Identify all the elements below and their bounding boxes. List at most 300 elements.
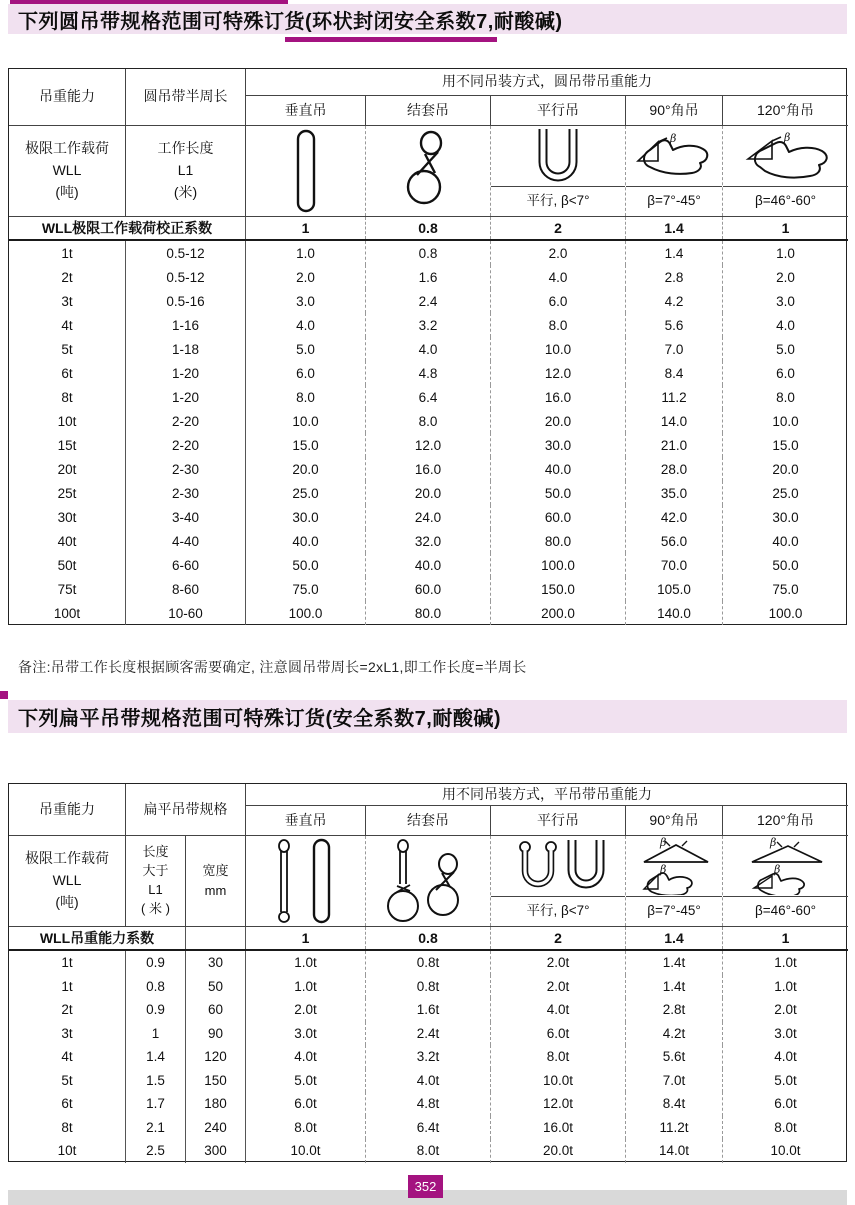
flat-sling-table <box>8 783 847 1162</box>
table-cell: 3.0t <box>774 1025 797 1041</box>
table-cell: 8.0 <box>491 313 626 337</box>
table-cell: 75.0 <box>772 581 799 597</box>
angle-90-iconbox <box>626 126 722 186</box>
table-cell: 10.0 <box>491 337 626 361</box>
table-cell: 50.0 <box>772 557 799 573</box>
table-row <box>9 433 848 457</box>
wll-line: WLL <box>52 162 82 179</box>
table-cell: 60.0 <box>366 577 491 601</box>
factor-value: 0.8 <box>366 927 491 949</box>
table-cell: 20.0 <box>772 461 799 477</box>
table-cell: 3.0 <box>246 289 366 313</box>
length-subheader <box>126 836 186 926</box>
table-cell: 2.0t <box>246 998 366 1022</box>
table-cell: 35.0 <box>626 481 723 505</box>
beta-label-parallel: 平行, β<7° <box>491 896 625 926</box>
table-cell: 20.0 <box>491 409 626 433</box>
table-cell: 2t <box>9 265 126 289</box>
method-header-120deg: 120°角吊 <box>723 806 848 836</box>
table-cell: 5.0t <box>246 1069 366 1093</box>
table-cell: 140.0 <box>626 601 723 625</box>
table-cell: 1.4t <box>626 951 723 975</box>
table-cell: 4.0t <box>366 1069 491 1093</box>
table-cell: 3-40 <box>126 505 246 529</box>
table-cell: 1.4 <box>626 241 723 265</box>
table-cell: 12.0 <box>366 433 491 457</box>
table-cell: 4.2 <box>626 289 723 313</box>
table-row <box>9 577 848 601</box>
table-cell: 50.0 <box>246 553 366 577</box>
table-row <box>9 409 848 433</box>
spec-header: 扁平吊带规格 <box>126 784 246 836</box>
table-cell: 0.8t <box>366 951 491 975</box>
table-cell: 2.0 <box>246 265 366 289</box>
table-cell: 2.5 <box>126 1139 186 1163</box>
length-line: 长度 <box>142 844 169 860</box>
table-cell: 1 <box>126 1022 186 1046</box>
top-rule-segment <box>285 37 497 42</box>
vertical-hitch-icon <box>289 129 323 213</box>
table-cell: 14.0t <box>626 1139 723 1163</box>
table-cell: 0.5-12 <box>126 265 246 289</box>
table-cell: 5t <box>9 337 126 361</box>
table-cell: 4.8t <box>366 1092 491 1116</box>
section-title-flat: 下列扁平吊带规格范围可特殊订货(安全系数7,耐酸碱) <box>18 708 501 730</box>
table-cell: 10.0t <box>491 1069 626 1093</box>
table-cell: 2t <box>9 998 126 1022</box>
table-cell: 2.4 <box>366 289 491 313</box>
table-cell: 4-40 <box>126 529 246 553</box>
table-row <box>9 313 848 337</box>
svg-text:β: β <box>660 837 667 849</box>
choke-hitch-icon <box>405 129 451 213</box>
method-header-90deg: 90°角吊 <box>626 96 723 126</box>
method-header-choke: 结套吊 <box>366 96 491 126</box>
table-cell: 40.0 <box>246 529 366 553</box>
table-row <box>9 1092 848 1116</box>
table-cell: 12.0t <box>491 1092 626 1116</box>
factor-value: 0.8 <box>366 217 491 239</box>
table-cell: 6.0 <box>776 365 795 381</box>
flat-vertical-hitch-cell <box>246 836 366 926</box>
table-cell: 6t <box>9 361 126 385</box>
table-cell: 25t <box>9 481 126 505</box>
table-cell: 11.2t <box>626 1116 723 1140</box>
angle-90-cell <box>626 126 723 216</box>
table-cell: 4.2t <box>626 1022 723 1046</box>
factor-value: 1 <box>781 930 790 946</box>
table-cell: 6.0 <box>246 361 366 385</box>
flat-angle-90-iconbox <box>626 836 722 896</box>
table-cell: 1.6t <box>366 998 491 1022</box>
flat-angle-120-hitch-icon <box>742 837 830 895</box>
table-cell: 8.4 <box>626 361 723 385</box>
table-cell: 56.0 <box>626 529 723 553</box>
table-cell: 50t <box>9 553 126 577</box>
table-cell: 15.0 <box>246 433 366 457</box>
method-header-choke: 结套吊 <box>366 806 491 836</box>
factor-value: 1 <box>246 217 366 239</box>
table-cell: 2.0 <box>491 241 626 265</box>
table-cell: 8-60 <box>126 577 246 601</box>
table-cell: 8.0t <box>246 1116 366 1140</box>
table-cell: 0.8 <box>126 975 186 999</box>
angle-120-cell <box>723 126 848 216</box>
table-cell: 2.4t <box>366 1022 491 1046</box>
table-cell: 8.0t <box>366 1139 491 1163</box>
table-cell: 6.0t <box>491 1022 626 1046</box>
table-cell: 1.0t <box>246 975 366 999</box>
table-cell: 25.0 <box>246 481 366 505</box>
table-cell: 0.9 <box>126 998 186 1022</box>
svg-text:β: β <box>769 837 776 849</box>
angle-120-iconbox <box>723 126 848 186</box>
table-row <box>9 1045 848 1069</box>
table-row <box>9 241 848 265</box>
table-cell: 4t <box>9 313 126 337</box>
flat-basket-hitch-icon <box>506 838 610 894</box>
table-cell: 25.0 <box>772 485 799 501</box>
table-cell: 3.0t <box>246 1022 366 1046</box>
table-cell: 4.8 <box>366 361 491 385</box>
table-cell: 15.0 <box>772 437 799 453</box>
table-cell: 40.0 <box>772 533 799 549</box>
wll-line: WLL <box>52 872 82 889</box>
table-cell: 21.0 <box>626 433 723 457</box>
table-cell: 6.4t <box>366 1116 491 1140</box>
length-line: L1 <box>148 882 163 897</box>
table-cell: 100.0 <box>768 605 803 621</box>
table-row <box>9 385 848 409</box>
table-cell: 42.0 <box>626 505 723 529</box>
table-row <box>9 1116 848 1140</box>
choke-hitch-cell <box>366 126 491 216</box>
table-cell: 150 <box>186 1069 246 1093</box>
table-cell: 5.0 <box>776 341 795 357</box>
table-row <box>9 361 848 385</box>
basket-hitch-icon <box>526 127 590 185</box>
table-cell: 75t <box>9 577 126 601</box>
table-cell: 4t <box>9 1045 126 1069</box>
table-cell: 3t <box>9 289 126 313</box>
table-cell: 90 <box>186 1022 246 1046</box>
table-cell: 3.2 <box>366 313 491 337</box>
table-cell: 300 <box>186 1139 246 1163</box>
table-row <box>9 975 848 999</box>
table-cell: 2-30 <box>126 457 246 481</box>
table-cell: 2.0 <box>776 269 795 285</box>
capacity-header: 吊重能力 <box>9 69 126 126</box>
table-cell: 50 <box>186 975 246 999</box>
table-cell: 6.0 <box>491 289 626 313</box>
method-header-120deg: 120°角吊 <box>723 96 848 126</box>
table-row <box>9 1069 848 1093</box>
table-cell: 4.0t <box>246 1045 366 1069</box>
section-header-round-slings <box>8 4 847 34</box>
table-row <box>9 265 848 289</box>
table-cell: 1.0 <box>776 245 795 261</box>
table-cell: 4.0 <box>491 265 626 289</box>
table-cell: 100.0 <box>491 553 626 577</box>
round-sling-table-body <box>9 241 848 625</box>
basket-hitch-cell <box>491 126 626 216</box>
table-row <box>9 553 848 577</box>
table-cell: 1t <box>9 975 126 999</box>
table-cell: 30.0 <box>772 509 799 525</box>
table-cell: 5.6t <box>626 1045 723 1069</box>
svg-text:β: β <box>660 863 667 876</box>
table-cell: 30t <box>9 505 126 529</box>
table-cell: 40.0 <box>366 553 491 577</box>
method-header-basket: 平行吊 <box>491 96 626 126</box>
table-cell: 40t <box>9 529 126 553</box>
factor-value: 1 <box>246 927 366 949</box>
table-cell: 1-16 <box>126 313 246 337</box>
length-line: L1 <box>177 162 194 179</box>
wll-line: 极限工作载荷 <box>25 140 109 157</box>
table-row <box>9 289 848 313</box>
half-perimeter-header: 圆吊带半周长 <box>126 69 246 126</box>
table-cell: 20.0 <box>246 457 366 481</box>
note-text: 备注:吊带工作长度根据顾客需要确定, 注意圆吊带周长=2xL1,即工作长度=半周长 <box>18 659 527 675</box>
table-cell: 8.0 <box>246 385 366 409</box>
table-cell: 0.8t <box>366 975 491 999</box>
table-cell: 150.0 <box>491 577 626 601</box>
svg-text:β: β <box>773 863 780 876</box>
width-line: mm <box>204 883 227 898</box>
table-row <box>9 601 848 625</box>
method-header-basket: 平行吊 <box>491 806 626 836</box>
table-cell: 0.8 <box>366 241 491 265</box>
table-cell: 10.0 <box>246 409 366 433</box>
table-cell: 10-60 <box>126 601 246 625</box>
table-cell: 5.0t <box>774 1072 797 1088</box>
table-cell: 20.0 <box>366 481 491 505</box>
table-cell: 120 <box>186 1045 246 1069</box>
factor-label: WLL极限工作载荷校正系数 <box>9 217 246 239</box>
table-cell: 11.2 <box>626 385 723 409</box>
table-cell: 8.0 <box>366 409 491 433</box>
table-cell: 8.0t <box>491 1045 626 1069</box>
flat-basket-iconbox <box>491 836 625 896</box>
band2-accent <box>0 691 8 699</box>
table-cell: 2-20 <box>126 433 246 457</box>
page-number-badge: 352 <box>408 1175 443 1198</box>
table-cell: 4.0t <box>491 998 626 1022</box>
length-line: (米) <box>173 183 198 200</box>
table-row <box>9 1022 848 1046</box>
method-header-vertical: 垂直吊 <box>246 96 366 126</box>
table-cell: 3t <box>9 1022 126 1046</box>
table-cell: 2-30 <box>126 481 246 505</box>
table-cell: 28.0 <box>626 457 723 481</box>
table-cell: 1.7 <box>126 1092 186 1116</box>
table-cell: 6.4 <box>366 385 491 409</box>
table-cell: 2.8 <box>626 265 723 289</box>
factor-empty-cell <box>186 927 246 949</box>
table-cell: 30.0 <box>491 433 626 457</box>
table-cell: 8t <box>9 1116 126 1140</box>
wll-line: (吨) <box>55 183 79 200</box>
round-sling-table <box>8 68 847 625</box>
angle-120-hitch-icon <box>742 131 830 181</box>
table-cell: 16.0 <box>491 385 626 409</box>
table-cell: 10.0t <box>246 1139 366 1163</box>
table-cell: 5.6 <box>626 313 723 337</box>
table-row <box>9 481 848 505</box>
table-cell: 4.0 <box>776 317 795 333</box>
factor-value: 2 <box>491 927 626 949</box>
flat-sling-table-body <box>9 951 848 1163</box>
table-cell: 5t <box>9 1069 126 1093</box>
length-line: ( 米 ) <box>141 900 170 916</box>
table-cell: 24.0 <box>366 505 491 529</box>
section-title-round: 下列圆吊带规格范围可特殊订货(环状封闭安全系数7,耐酸碱) <box>18 10 563 33</box>
beta-label-90: β=7°-45° <box>626 896 722 926</box>
section-header-flat-slings <box>8 700 847 733</box>
factor-row <box>9 216 848 241</box>
table-cell: 100t <box>9 601 126 625</box>
table-cell: 180 <box>186 1092 246 1116</box>
table-cell: 10.0t <box>770 1143 801 1159</box>
flat-choke-hitch-cell <box>366 836 491 926</box>
svg-text:β: β <box>783 131 790 144</box>
table-cell: 2.8t <box>626 998 723 1022</box>
length-line: 大于 <box>142 863 169 879</box>
width-line: 宽度 <box>202 862 229 878</box>
beta-label-parallel: 平行, β<7° <box>491 186 625 216</box>
table-cell: 16.0 <box>366 457 491 481</box>
length-line: 工作长度 <box>157 140 214 157</box>
wll-line: (吨) <box>55 893 79 910</box>
table-cell: 5.0 <box>246 337 366 361</box>
factor-value: 2 <box>491 217 626 239</box>
method-header-90deg: 90°角吊 <box>626 806 723 836</box>
table-cell: 14.0 <box>626 409 723 433</box>
factor-row <box>9 926 848 951</box>
table-cell: 7.0 <box>626 337 723 361</box>
table-cell: 4.0 <box>366 337 491 361</box>
wll-subheader <box>9 836 126 926</box>
table-cell: 4.0 <box>246 313 366 337</box>
table-cell: 75.0 <box>246 577 366 601</box>
table-cell: 3.2t <box>366 1045 491 1069</box>
factor-value: 1 <box>781 220 790 236</box>
factor-value: 1.4 <box>626 217 723 239</box>
flat-angle-90-hitch-icon <box>630 837 718 895</box>
table-cell: 1.4 <box>126 1045 186 1069</box>
table-cell: 2.0t <box>774 1002 797 1018</box>
table-cell: 20t <box>9 457 126 481</box>
wll-line: 极限工作载荷 <box>25 850 109 867</box>
factor-label: WLL吊重能力系数 <box>9 927 186 949</box>
table-cell: 1-20 <box>126 385 246 409</box>
table-cell: 8.0 <box>776 389 795 405</box>
table-cell: 1t <box>9 241 126 265</box>
table-cell: 30 <box>186 951 246 975</box>
table-cell: 40.0 <box>491 457 626 481</box>
table-row <box>9 1139 848 1163</box>
beta-label-90: β=7°-45° <box>626 186 722 216</box>
table-cell: 50.0 <box>491 481 626 505</box>
beta-label-120: β=46°-60° <box>723 896 848 926</box>
span-header: 用不同吊装方式，平吊带吊重能力 <box>246 784 848 806</box>
table-row <box>9 457 848 481</box>
table-cell: 1.4t <box>626 975 723 999</box>
flat-vertical-hitch-icon <box>264 838 348 924</box>
table-cell: 30.0 <box>246 505 366 529</box>
flat-angle-120-cell <box>723 836 848 926</box>
table-cell: 2.0t <box>491 975 626 999</box>
basket-iconbox <box>491 126 625 186</box>
table-cell: 1t <box>9 951 126 975</box>
table-row <box>9 505 848 529</box>
table-cell: 2.1 <box>126 1116 186 1140</box>
vertical-hitch-cell <box>246 126 366 216</box>
table-cell: 10t <box>9 409 126 433</box>
table-cell: 1.0t <box>246 951 366 975</box>
table-cell: 20.0t <box>491 1139 626 1163</box>
table-cell: 1-18 <box>126 337 246 361</box>
table-cell: 2-20 <box>126 409 246 433</box>
table-cell: 1.0t <box>774 955 797 971</box>
table-cell: 16.0t <box>491 1116 626 1140</box>
table-cell: 60 <box>186 998 246 1022</box>
table-row <box>9 998 848 1022</box>
capacity-header: 吊重能力 <box>9 784 126 836</box>
flat-choke-hitch-icon <box>384 838 472 924</box>
table-cell: 70.0 <box>626 553 723 577</box>
angle-90-hitch-icon <box>630 131 718 181</box>
table-cell: 8t <box>9 385 126 409</box>
table-cell: 6.0t <box>246 1092 366 1116</box>
svg-text:β: β <box>670 132 677 145</box>
beta-label-120: β=46°-60° <box>723 186 848 216</box>
length-subheader <box>126 126 246 216</box>
method-header-vertical: 垂直吊 <box>246 806 366 836</box>
table-cell: 105.0 <box>626 577 723 601</box>
table-cell: 80.0 <box>491 529 626 553</box>
table-cell: 8.0t <box>774 1119 797 1135</box>
table-cell: 1.5 <box>126 1069 186 1093</box>
table-cell: 2.0t <box>491 951 626 975</box>
table-row <box>9 951 848 975</box>
table-cell: 6-60 <box>126 553 246 577</box>
table-cell: 60.0 <box>491 505 626 529</box>
table-cell: 3.0 <box>776 293 795 309</box>
table-cell: 1.6 <box>366 265 491 289</box>
flat-basket-hitch-cell <box>491 836 626 926</box>
table-cell: 1.0 <box>246 241 366 265</box>
table-cell: 200.0 <box>491 601 626 625</box>
table-cell: 1-20 <box>126 361 246 385</box>
table-row <box>9 337 848 361</box>
table-row <box>9 529 848 553</box>
table-cell: 10t <box>9 1139 126 1163</box>
table-cell: 100.0 <box>246 601 366 625</box>
table-cell: 0.5-16 <box>126 289 246 313</box>
table-cell: 0.5-12 <box>126 241 246 265</box>
width-subheader <box>186 836 246 926</box>
factor-value: 1.4 <box>626 927 723 949</box>
table-cell: 15t <box>9 433 126 457</box>
table-cell: 240 <box>186 1116 246 1140</box>
table-cell: 80.0 <box>366 601 491 625</box>
table-cell: 10.0 <box>772 413 799 429</box>
table-cell: 12.0 <box>491 361 626 385</box>
table-cell: 6.0t <box>774 1096 797 1112</box>
flat-angle-90-cell <box>626 836 723 926</box>
